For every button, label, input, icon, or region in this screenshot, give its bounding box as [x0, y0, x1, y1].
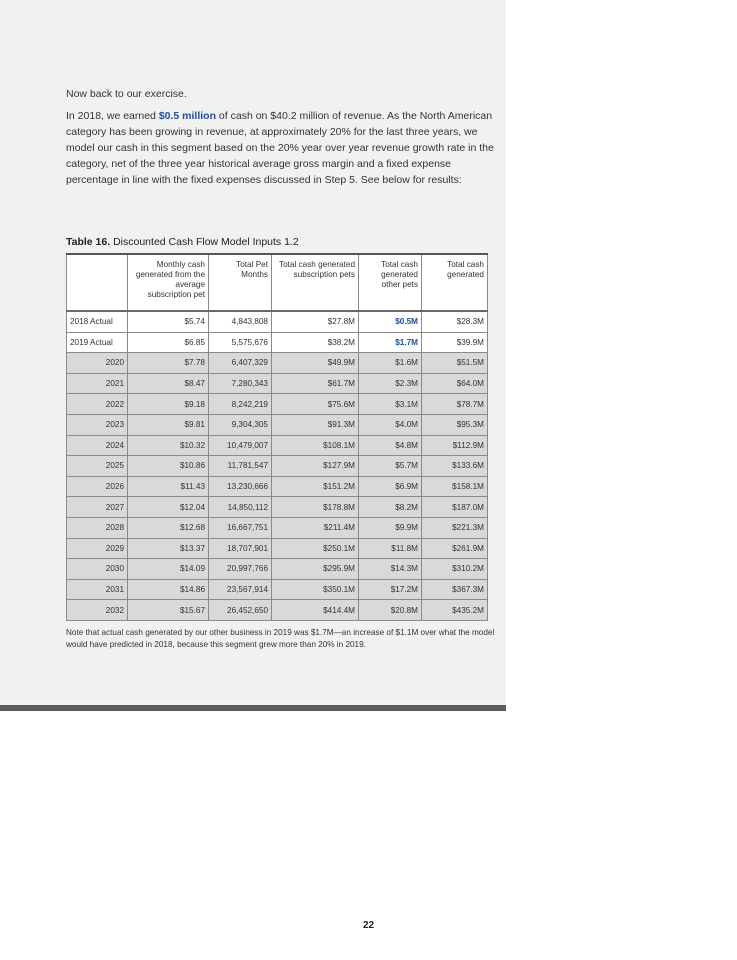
cell-cash-subscription: $350.1M: [272, 579, 359, 600]
table-row: [67, 353, 488, 374]
cell-year: 2025: [67, 456, 128, 477]
table-row: [67, 559, 488, 580]
header-cash-subscription: Total cash generated subscription pets: [272, 254, 359, 311]
cell-monthly-cash: $12.04: [128, 497, 209, 518]
cell-year: 2028: [67, 517, 128, 538]
cell-cash-other: $8.2M: [359, 497, 422, 518]
cell-monthly-cash: $12.68: [128, 517, 209, 538]
cell-cash-other: $17.2M: [359, 579, 422, 600]
cell-cash-subscription: $211.4M: [272, 517, 359, 538]
cell-cash-subscription: $151.2M: [272, 476, 359, 497]
cell-monthly-cash: $9.81: [128, 414, 209, 435]
cell-total-cash: $51.5M: [422, 353, 488, 374]
header-year: [67, 254, 128, 311]
table-note: Note that actual cash generated by our other business in 2019 was $1.7M—an increase of $1.1M over what the model would have predicted in 2018, because this segment grew more than 20% in 2019.: [66, 628, 495, 649]
table-caption: [66, 236, 299, 248]
cell-cash-other: $1.6M: [359, 353, 422, 374]
cell-cash-other: $2.3M: [359, 373, 422, 394]
table-row: [67, 332, 488, 353]
cell-cash-other: $6.9M: [359, 476, 422, 497]
cell-total-cash: $367.3M: [422, 579, 488, 600]
table-row: [67, 414, 488, 435]
body-paragraph: [66, 108, 496, 188]
cell-monthly-cash: $10.32: [128, 435, 209, 456]
cell-year: 2022: [67, 394, 128, 415]
cell-cash-other: $14.3M: [359, 559, 422, 580]
cell-pet-months: 23,567,914: [209, 579, 272, 600]
cell-cash-other: $4.8M: [359, 435, 422, 456]
cell-year: 2027: [67, 497, 128, 518]
cell-total-cash: $435.2M: [422, 600, 488, 621]
cell-cash-other: $20.8M: [359, 600, 422, 621]
intro-text: Now back to our exercise.: [66, 88, 187, 100]
cell-pet-months: 6,407,329: [209, 353, 272, 374]
body-rest: of cash on $40.2 million of revenue. As the North American category has been growing in revenue, at approximately 20% for the last three years, we model our cash in this segment based on the 20% year over year revenue growth rate in the category, net of the three year historical average gross margin and a fixed expense percentage in line with the fixed expenses discussed in Step 5. See below for results:: [66, 110, 494, 186]
cell-total-cash: $39.9M: [422, 332, 488, 353]
cell-year: 2023: [67, 414, 128, 435]
cell-cash-subscription: $49.9M: [272, 353, 359, 374]
cell-pet-months: 16,667,751: [209, 517, 272, 538]
cell-total-cash: $261.9M: [422, 538, 488, 559]
cell-year: 2018 Actual: [67, 311, 128, 332]
table-row: [67, 517, 488, 538]
table-row: [67, 394, 488, 415]
cell-year: 2019 Actual: [67, 332, 128, 353]
cell-total-cash: $28.3M: [422, 311, 488, 332]
cell-monthly-cash: $7.78: [128, 353, 209, 374]
cell-cash-subscription: $414.4M: [272, 600, 359, 621]
cell-total-cash: $95.3M: [422, 414, 488, 435]
cell-cash-other: $1.7M: [359, 332, 422, 353]
cell-monthly-cash: $13.37: [128, 538, 209, 559]
cell-pet-months: 10,479,007: [209, 435, 272, 456]
cell-year: 2024: [67, 435, 128, 456]
cell-year: 2029: [67, 538, 128, 559]
cell-year: 2030: [67, 559, 128, 580]
cell-total-cash: $133.6M: [422, 456, 488, 477]
cell-monthly-cash: $11.43: [128, 476, 209, 497]
bottom-rule: [0, 705, 506, 711]
table-row: [67, 497, 488, 518]
cell-cash-other: $9.9M: [359, 517, 422, 538]
header-pet-months: Total Pet Months: [209, 254, 272, 311]
cell-total-cash: $78.7M: [422, 394, 488, 415]
body-prefix: In 2018, we earned: [66, 110, 159, 122]
body-highlight: $0.5 million: [158, 110, 217, 122]
cell-pet-months: 20,997,766: [209, 559, 272, 580]
cell-cash-other: $4.0M: [359, 414, 422, 435]
cell-pet-months: 26,452,650: [209, 600, 272, 621]
cell-pet-months: 7,280,343: [209, 373, 272, 394]
cell-cash-subscription: $178.8M: [272, 497, 359, 518]
table-row: [67, 538, 488, 559]
cell-year: 2021: [67, 373, 128, 394]
header-total-cash: Total cash generated: [422, 254, 488, 311]
cell-monthly-cash: $14.09: [128, 559, 209, 580]
cell-cash-subscription: $250.1M: [272, 538, 359, 559]
table-row: [67, 600, 488, 621]
cell-pet-months: 5,575,676: [209, 332, 272, 353]
cell-monthly-cash: $10.86: [128, 456, 209, 477]
cell-pet-months: 13,230,666: [209, 476, 272, 497]
table-row: [67, 456, 488, 477]
cell-monthly-cash: $8.47: [128, 373, 209, 394]
cell-cash-other: $11.8M: [359, 538, 422, 559]
cell-cash-subscription: $91.3M: [272, 414, 359, 435]
table-caption-title: Discounted Cash Flow Model Inputs 1.2: [110, 236, 299, 248]
cell-monthly-cash: $9.18: [128, 394, 209, 415]
cell-cash-subscription: $75.6M: [272, 394, 359, 415]
dcf-table: [66, 253, 488, 621]
table-header-row: [67, 254, 488, 311]
cell-cash-other: $0.5M: [359, 311, 422, 332]
table-row: [67, 435, 488, 456]
cell-cash-subscription: $108.1M: [272, 435, 359, 456]
cell-pet-months: 14,850,112: [209, 497, 272, 518]
cell-monthly-cash: $6.85: [128, 332, 209, 353]
table-row: [67, 311, 488, 332]
cell-total-cash: $64.0M: [422, 373, 488, 394]
cell-pet-months: 9,304,305: [209, 414, 272, 435]
cell-cash-other: $3.1M: [359, 394, 422, 415]
cell-total-cash: $310.2M: [422, 559, 488, 580]
cell-cash-subscription: $295.9M: [272, 559, 359, 580]
header-cash-other: Total cash generated other pets: [359, 254, 422, 311]
table-row: [67, 373, 488, 394]
table-caption-label: Table 16.: [66, 236, 111, 248]
cell-year: 2020: [67, 353, 128, 374]
header-monthly-cash: Monthly cash generated from the average subscription pet: [128, 254, 209, 311]
cell-pet-months: 18,707,901: [209, 538, 272, 559]
cell-cash-subscription: $27.8M: [272, 311, 359, 332]
cell-year: 2031: [67, 579, 128, 600]
cell-cash-subscription: $61.7M: [272, 373, 359, 394]
cell-pet-months: 8,242,219: [209, 394, 272, 415]
cell-pet-months: 11,781,547: [209, 456, 272, 477]
cell-total-cash: $221.3M: [422, 517, 488, 538]
cell-monthly-cash: $5.74: [128, 311, 209, 332]
cell-year: 2032: [67, 600, 128, 621]
cell-monthly-cash: $14.86: [128, 579, 209, 600]
table-row: [67, 476, 488, 497]
table-row: [67, 579, 488, 600]
cell-total-cash: $187.0M: [422, 497, 488, 518]
cell-monthly-cash: $15.67: [128, 600, 209, 621]
cell-cash-subscription: $38.2M: [272, 332, 359, 353]
cell-pet-months: 4,843,808: [209, 311, 272, 332]
cell-total-cash: $112.9M: [422, 435, 488, 456]
cell-year: 2026: [67, 476, 128, 497]
cell-total-cash: $158.1M: [422, 476, 488, 497]
cell-cash-subscription: $127.9M: [272, 456, 359, 477]
page-number: 22: [362, 920, 375, 931]
cell-cash-other: $5.7M: [359, 456, 422, 477]
